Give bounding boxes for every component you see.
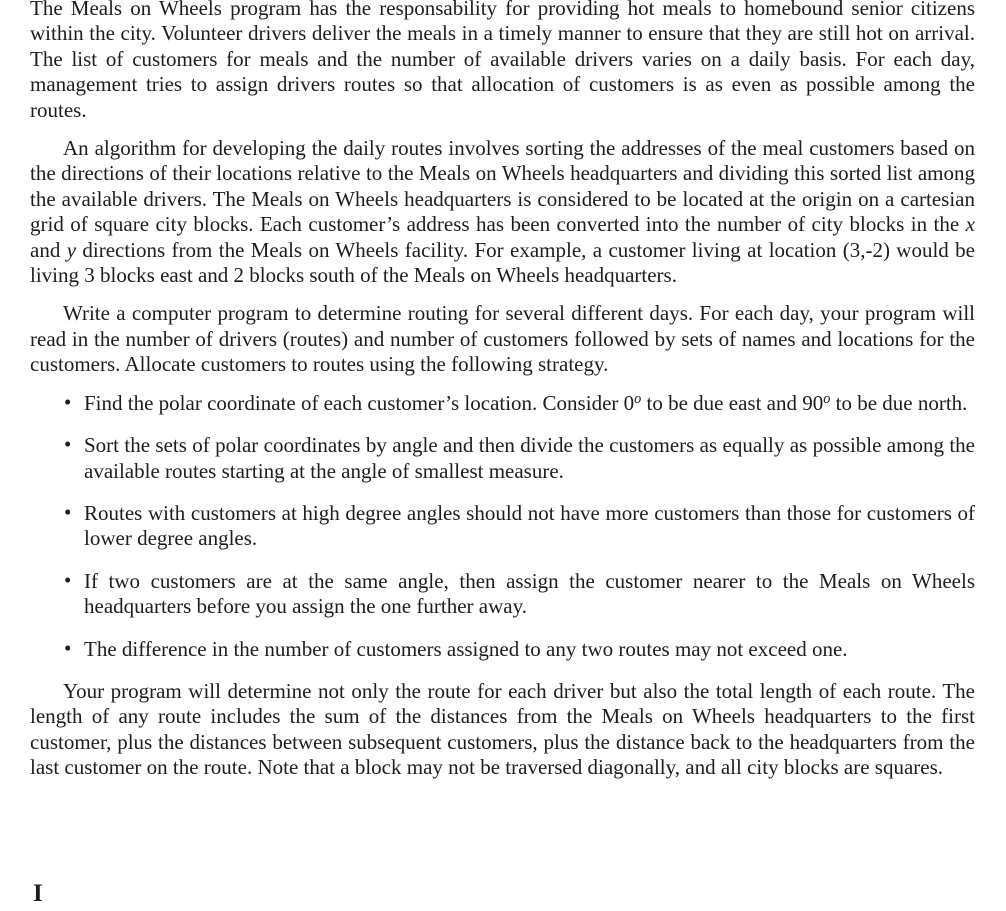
bullet-icon: • [64,432,72,457]
bullet-item-same-angle-tiebreak [30,569,975,620]
bullet-item-sort-by-angle [30,433,975,484]
paragraph-intro [30,0,975,123]
math-variable-x: x [965,212,975,237]
bullet-icon: • [64,499,72,524]
bullet-polar-text-1: Find the polar coordinate of each customer’s location. Consider 0 [84,390,635,415]
bullet-item-polar-coordinates [30,391,975,416]
math-variable-y: y [66,237,77,262]
paragraph-task [30,301,975,377]
bullet-polar-text-2: to be due east and 90 [641,390,824,415]
bullet-icon: • [64,389,72,414]
bullet-polar-text-3: to be due north. [830,390,968,415]
paragraph-intro-text: The Meals on Wheels program has the responsability for providing hot meals to homebound senior citizens within the city. Volunteer drivers deliver the meals in a timely manner to ensure that they are still hot on arrival. The list of customers for meals and the number of available drivers varies on a daily basis. For each day, management tries to assign drivers routes so that allocation of customers is as even as possible among the routes. [30,0,975,122]
bullet-item-high-degree-routes [30,501,975,552]
paragraph-algorithm-text-3: directions from the Meals on Wheels facility. For example, a customer living at location (3,-2) would be living 3 blocks east and 2 blocks south of the Meals on Wheels headquarters. [30,237,975,288]
bullet-balance-text: The difference in the number of customers assigned to any two routes may not exceed one. [84,636,848,661]
paragraph-algorithm [30,136,975,288]
strategy-bullet-list [30,391,975,662]
paragraph-task-text: Write a computer program to determine routing for several different days. For each day, your program will read in the number of drivers (routes) and number of customers followed by sets of names and locations for the customers. Allocate customers to routes using the following strategy. [30,301,975,377]
bullet-item-route-balance [30,637,975,662]
bullet-same-angle-text: If two customers are at the same angle, then assign the customer nearer to the Meals on Wheels headquarters before you assign the one further away. [84,568,975,619]
degree-superscript: o [634,390,642,407]
cutoff-heading-fragment: I [33,880,43,907]
bullet-icon: • [64,635,72,660]
paragraph-route-length-text: Your program will determine not only the route for each driver but also the total length of each route. The length of any route includes the sum of the distances from the Meals on Wheels headquarters to the first customer, plus the distances between subsequent customers, plus the distance back to the headquarters from the last customer on the route. Note that a block may not be traversed diagonally, and all city blocks are squares. [30,678,975,780]
paragraph-algorithm-text-1: An algorithm for developing the daily routes involves sorting the addresses of the meal customers based on the directions of their locations relative to the Meals on Wheels headquarters and dividing this sorted list among the available drivers. The Meals on Wheels headquarters is considered to be located at the origin on a cartesian grid of square city blocks. Each customer’s address has been converted into the number of city blocks in the [30,136,975,237]
bullet-sort-text: Sort the sets of polar coordinates by angle and then divide the customers as equally as possible among the available routes starting at the angle of smallest measure. [84,433,975,483]
paragraph-route-length [30,679,975,781]
bullet-high-degree-text: Routes with customers at high degree angles should not have more customers than those for customers of lower degree angles. [84,500,975,551]
paragraph-algorithm-text-2: and [30,237,67,262]
degree-superscript: o [823,390,831,407]
bullet-icon: • [64,567,72,592]
